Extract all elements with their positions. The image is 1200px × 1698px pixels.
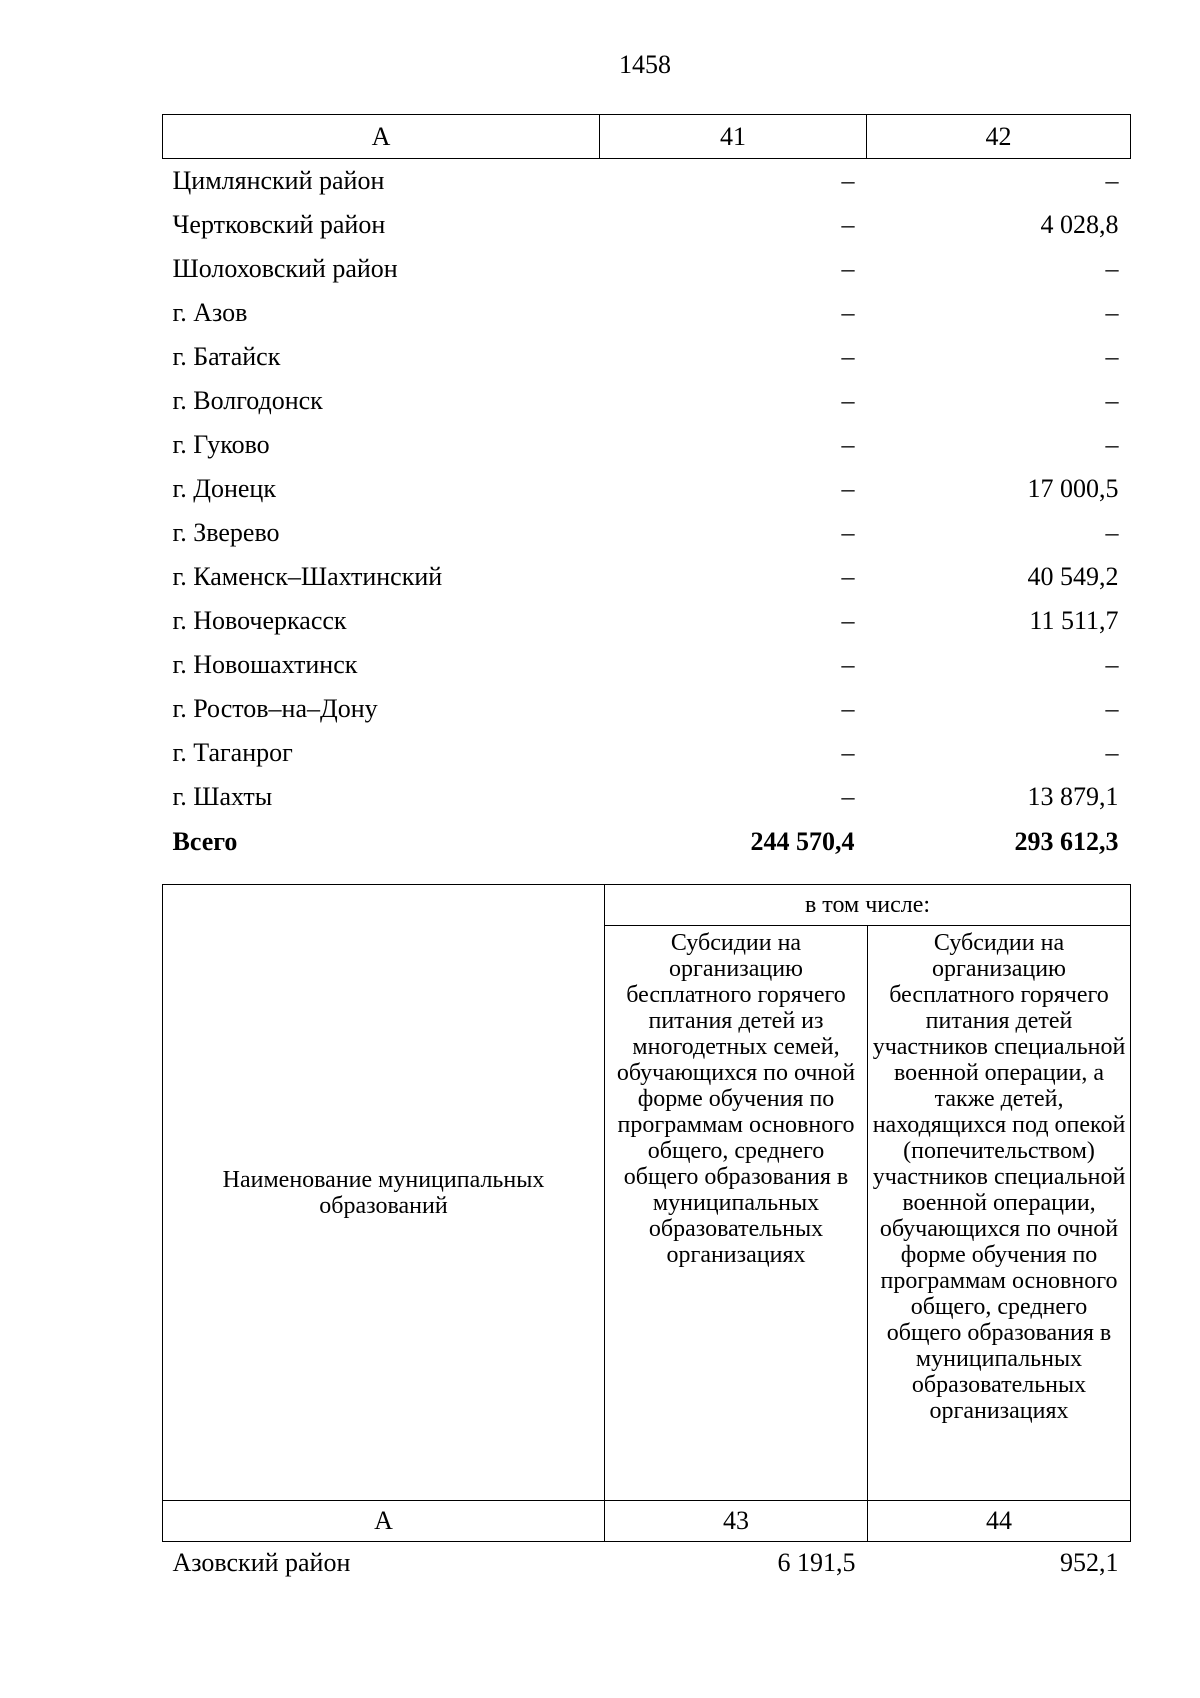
row-name: г. Ростов–на–Дону: [172, 694, 378, 723]
row-value-42: 4 028,8: [1040, 210, 1119, 239]
row-name: г. Зверево: [172, 518, 280, 547]
table-row: [163, 467, 1131, 511]
row-value-41: –: [841, 254, 855, 283]
row-value-41: –: [841, 694, 855, 723]
header-col-44: 44: [868, 1501, 1131, 1542]
row-name: Азовский район: [172, 1548, 351, 1577]
row-value-41: –: [841, 474, 855, 503]
table-header-row: [163, 885, 1131, 926]
header-col-44-description: Субсидии на организацию бесплатного горячего питания детей участников специальной военной операции, а также детей, находящихся под опекой (попечительством) участников специальной военной операции, обучающихся по очной форме обучения по программам основного общего, среднего общего образования в муниципальных образовательных организациях: [868, 926, 1131, 1501]
row-name: г. Шахты: [172, 782, 273, 811]
row-name: г. Волгодонск: [172, 386, 323, 415]
row-value-41: –: [841, 650, 855, 679]
row-value-41: –: [841, 430, 855, 459]
row-value-41: –: [841, 298, 855, 327]
budget-table-cols-43-44: [162, 884, 1131, 1584]
table-row: [163, 335, 1131, 379]
row-name: г. Новочеркасск: [172, 606, 347, 635]
header-col-a: А: [163, 1501, 605, 1542]
table-row: [163, 511, 1131, 555]
row-value-42: –: [1105, 166, 1119, 195]
table-row: [163, 203, 1131, 247]
row-value-41: –: [841, 342, 855, 371]
row-value-42: –: [1105, 738, 1119, 767]
row-value-42: 40 549,2: [1027, 562, 1119, 591]
row-value-42: 11 511,7: [1029, 606, 1119, 635]
row-name: г. Новошахтинск: [172, 650, 358, 679]
row-value-42: –: [1105, 650, 1119, 679]
table-row: [163, 599, 1131, 643]
row-name: г. Каменск–Шахтинский: [172, 562, 443, 591]
table-row: [163, 643, 1131, 687]
row-value-41: –: [841, 738, 855, 767]
header-municipality-name: Наименование муниципальных образований: [163, 885, 605, 1501]
budget-table-cols-41-42: [162, 114, 1131, 865]
table-row: [163, 291, 1131, 335]
table-index-row: [163, 1501, 1131, 1542]
table-row: [163, 687, 1131, 731]
row-value-41: –: [841, 782, 855, 811]
row-value-44: 952,1: [1060, 1548, 1119, 1577]
header-including: в том числе:: [605, 885, 1131, 926]
row-name: г. Гуково: [172, 430, 270, 459]
total-label: Всего: [172, 827, 238, 856]
table-row: [163, 775, 1131, 819]
total-value-41: 244 570,4: [750, 827, 855, 856]
row-value-42: –: [1105, 430, 1119, 459]
row-value-43: 6 191,5: [777, 1548, 856, 1577]
header-col-a: А: [163, 115, 600, 159]
row-name: Чертковский район: [172, 210, 386, 239]
table-row: [163, 247, 1131, 291]
row-value-42: –: [1105, 254, 1119, 283]
row-name: г. Донецк: [172, 474, 276, 503]
table-row: [163, 423, 1131, 467]
row-value-41: –: [841, 210, 855, 239]
table-total-row: [163, 819, 1131, 865]
table-row: [163, 159, 1131, 204]
row-value-42: 13 879,1: [1027, 782, 1119, 811]
row-value-42: –: [1105, 298, 1119, 327]
row-value-42: –: [1105, 342, 1119, 371]
header-col-41: 41: [600, 115, 867, 159]
table-row: [163, 555, 1131, 599]
row-value-41: –: [841, 166, 855, 195]
table-row: [163, 1542, 1131, 1585]
row-value-41: –: [841, 386, 855, 415]
row-name: г. Азов: [172, 298, 248, 327]
table-header-row: [163, 115, 1131, 159]
page-number: 1458: [619, 50, 671, 79]
row-name: г. Батайск: [172, 342, 281, 371]
row-name: Цимлянский район: [172, 166, 385, 195]
row-value-41: –: [841, 562, 855, 591]
row-value-41: –: [841, 606, 855, 635]
header-col-42: 42: [867, 115, 1131, 159]
header-col-43-description: Субсидии на организацию бесплатного горячего питания детей из многодетных семей, обучающихся по очной форме обучения по программам основного общего, среднего общего образования в муниципальных образовательных организациях: [605, 926, 868, 1501]
row-name: г. Таганрог: [172, 738, 293, 767]
row-value-42: –: [1105, 386, 1119, 415]
header-col-43: 43: [605, 1501, 868, 1542]
row-value-42: –: [1105, 694, 1119, 723]
total-value-42: 293 612,3: [1014, 827, 1119, 856]
row-name: Шолоховский район: [172, 254, 398, 283]
row-value-41: –: [841, 518, 855, 547]
table-row: [163, 379, 1131, 423]
row-value-42: –: [1105, 518, 1119, 547]
table-row: [163, 731, 1131, 775]
row-value-42: 17 000,5: [1027, 474, 1119, 503]
